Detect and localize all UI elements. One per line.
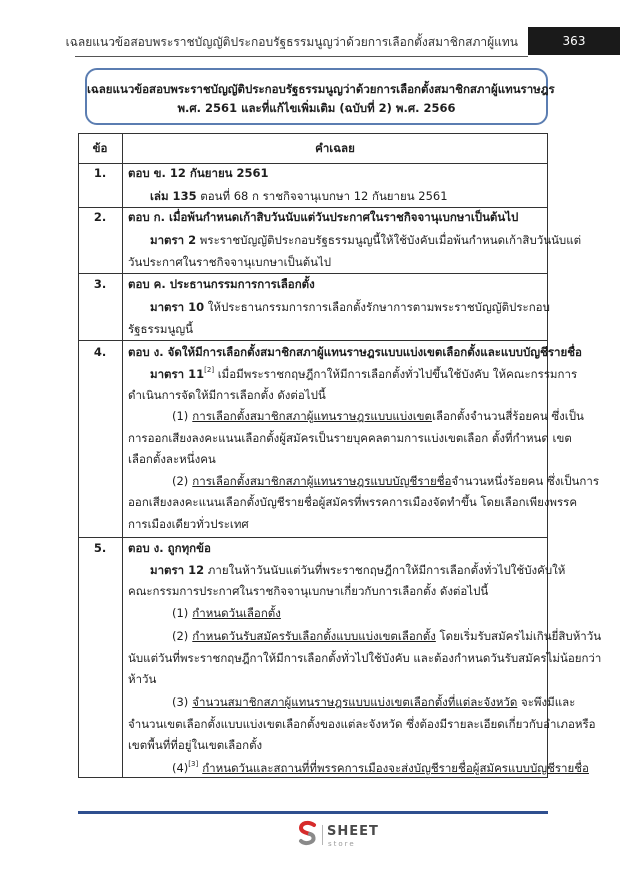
row-number: 4. <box>93 345 107 359</box>
answer-text: ตอบ ง. จัดให้มีการเลือกตั้งสมาชิกสภาผู้แทนราษฎรแบบแบ่งเขตเลือกตั้งและแบบบัญชีรายชื่อ <box>128 345 582 359</box>
explanation-line <box>128 650 602 667</box>
answer-line <box>128 276 544 293</box>
row-divider <box>78 340 548 341</box>
explanation-line <box>128 671 544 688</box>
explanation-line <box>172 408 584 425</box>
section-text: จำนวนหนึ่งร้อยคน ซึ่งเป็นการ <box>451 474 599 488</box>
explanation-line <box>150 366 578 383</box>
explanation-line <box>128 716 596 733</box>
answer-text: ตอบ ก. เมื่อพ้นกำหนดเก้าสิบวันนับแต่วันประกาศในราชกิจจานุเบกษาเป็นต้นไป <box>128 210 519 224</box>
running-header-title: เฉลยแนวข้อสอบพระราชบัญญัติประกอบรัฐธรรมนูญว่าด้วยการเลือกตั้งสมาชิกสภาผู้แทน <box>65 35 518 49</box>
item-number: (2) <box>172 474 189 488</box>
row-number: 3. <box>93 277 107 291</box>
footer-divider <box>78 811 548 814</box>
answer-line <box>128 344 582 361</box>
underlined-text: กำหนดวันรับสมัครรับเลือกตั้งแบบแบ่งเขตเลือกตั้ง <box>192 629 436 643</box>
gazette-reference-text: ตอนที่ 68 ก ราชกิจจานุเบกษา 12 กันยายน 2561 <box>196 189 448 203</box>
item-number: (1) <box>172 606 189 620</box>
title-box <box>85 68 555 125</box>
explanation-line <box>172 694 576 711</box>
sheet-store-s-icon <box>298 821 318 847</box>
section-text: คณะกรรมการประกาศในราชกิจจานุเบกษาเกี่ยวกับการเลือกตั้ง ดังต่อไปนี้ <box>128 584 489 598</box>
section-text: โดยเริ่มรับสมัครไม่เกินยี่สิบห้าวัน <box>435 629 602 643</box>
underlined-text: กำหนดวันและสถานที่ที่พรรคการเมืองจะส่งบัญชีรายชื่อผู้สมัครแบบบัญชีรายชื่อ <box>202 761 589 775</box>
answer-text: ตอบ ข. 12 กันยายน 2561 <box>128 166 269 180</box>
item-number: (2) <box>172 629 189 643</box>
item-number: (1) <box>172 409 189 423</box>
header-divider <box>75 56 528 57</box>
section-text: เลือกตั้งจำนวนสี่ร้อยคน ซึ่งเป็น <box>432 409 584 423</box>
explanation-line <box>128 387 544 404</box>
answer-text: ตอบ ค. ประธานกรรมการการเลือกตั้ง <box>128 277 315 291</box>
section-label: มาตรา 12 <box>150 563 205 577</box>
answer-line <box>128 165 544 182</box>
section-text: เขตพื้นที่ที่อยู่ในเขตเลือกตั้ง <box>128 738 263 752</box>
explanation-line <box>172 605 544 622</box>
answer-line <box>128 209 544 226</box>
explanation-line <box>150 188 544 205</box>
section-label: มาตรา 2 <box>150 233 197 247</box>
section-text: ออกเสียงลงคะแนนเลือกตั้งบัญชีรายชื่อผู้สมัครที่พรรคการเมืองจัดทำขึ้น โดยเลือกเพียงพรรค <box>128 495 578 509</box>
underlined-text: การเลือกตั้งสมาชิกสภาผู้แทนราษฎรแบบแบ่งเขต <box>192 409 433 423</box>
section-text: รัฐธรรมนูญนี้ <box>128 322 193 336</box>
explanation-line <box>128 516 544 533</box>
row-divider <box>78 207 548 208</box>
explanation-line <box>128 321 544 338</box>
section-text: วันประกาศในราชกิจจานุเบกษาเป็นต้นไป <box>128 255 332 269</box>
explanation-line <box>150 232 582 249</box>
row-number: 2. <box>93 210 107 224</box>
footnote-marker: [3] <box>188 760 199 768</box>
row-divider <box>78 163 548 164</box>
section-text: ภายในห้าวันนับแต่วันที่พระราชกฤษฎีกาให้มีการเลือกตั้งทั่วไปใช้บังคับให้ <box>204 563 566 577</box>
answer-line <box>128 540 544 557</box>
section-label: มาตรา 10 <box>150 300 205 314</box>
section-text: พระราชบัญญัติประกอบรัฐธรรมนูญนี้ให้ใช้บังคับเมื่อพ้นกำหนดเก้าสิบวันนับแต่ <box>196 233 582 247</box>
explanation-line <box>128 737 544 754</box>
logo-wordmark: SHEET <box>327 824 379 839</box>
column-divider <box>122 133 123 778</box>
logo-separator <box>322 825 323 845</box>
explanation-line <box>150 562 566 579</box>
page-number: 363 <box>528 27 620 55</box>
row-divider <box>78 537 548 538</box>
item-number: (4) <box>172 761 189 775</box>
column-header-no: ข้อ <box>92 141 108 155</box>
explanation-line <box>128 583 544 600</box>
item-number: (3) <box>172 695 189 709</box>
explanation-line <box>128 451 544 468</box>
explanation-line <box>128 494 578 511</box>
section-text: การออกเสียงลงคะแนนเลือกตั้งผู้สมัครเป็นรายบุคคลตามการแบ่งเขตเลือก ตั้งที่กำหนด เขต <box>128 431 572 445</box>
explanation-line <box>128 254 544 271</box>
footnote-marker: [2] <box>204 366 215 374</box>
section-text: การเมืองเดียวทั่วประเทศ <box>128 517 249 531</box>
row-number: 5. <box>93 541 107 555</box>
explanation-line <box>150 299 550 316</box>
section-text: จำนวนเขตเลือกตั้งแบบแบ่งเขตเลือกตั้งของแต่ละจังหวัด ซึ่งต้องมีรายละเอียดเกี่ยวกับอำเภอหรือ <box>128 717 596 731</box>
section-label: มาตรา 11 <box>150 367 205 381</box>
section-text: ห้าวัน <box>128 672 157 686</box>
section-text: จะพึงมีและ <box>517 695 576 709</box>
section-text: ให้ประธานกรรมการการเลือกตั้งรักษาการตามพระราชบัญญัติประกอบ <box>204 300 550 314</box>
answer-text: ตอบ ง. ถูกทุกข้อ <box>128 541 211 555</box>
explanation-line <box>128 430 572 447</box>
section-text: นับแต่วันที่พระราชกฤษฎีกาให้มีการเลือกตั้งทั่วไปใช้บังคับ และต้องกำหนดวันรับสมัครไม่น้อยกว่า <box>128 651 602 665</box>
underlined-text: การเลือกตั้งสมาชิกสภาผู้แทนราษฎรแบบบัญชีรายชื่อ <box>192 474 452 488</box>
section-text: ดำเนินการจัดให้มีการเลือกตั้ง ดังต่อไปนี้ <box>128 388 326 402</box>
gazette-volume-label: เล่ม 135 <box>150 189 197 203</box>
column-header-answer: คำเฉลย <box>315 141 355 155</box>
underlined-text: กำหนดวันเลือกตั้ง <box>192 606 281 620</box>
section-text: เมื่อมีพระราชกฤษฎีกาให้มีการเลือกตั้งทั่วไปขึ้นใช้บังคับ ให้คณะกรรมการ <box>214 367 578 381</box>
explanation-line <box>172 760 589 777</box>
underlined-text: จำนวนสมาชิกสภาผู้แทนราษฎรแบบแบ่งเขตเลือกตั้งที่แต่ละจังหวัด <box>192 695 518 709</box>
title-line-2: พ.ศ. 2561 และที่แก้ไขเพิ่มเติม (ฉบับที่ 2) พ.ศ. 2566 <box>177 101 456 115</box>
explanation-line <box>172 473 599 490</box>
section-text: เลือกตั้งละหนึ่งคน <box>128 452 216 466</box>
title-line-1: เฉลยแนวข้อสอบพระราชบัญญัติประกอบรัฐธรรมนูญว่าด้วยการเลือกตั้งสมาชิกสภาผู้แทนราษฎร <box>87 82 555 96</box>
explanation-line <box>172 628 602 645</box>
row-number: 1. <box>93 166 107 180</box>
logo-subtitle: store <box>328 840 356 848</box>
row-divider <box>78 273 548 274</box>
